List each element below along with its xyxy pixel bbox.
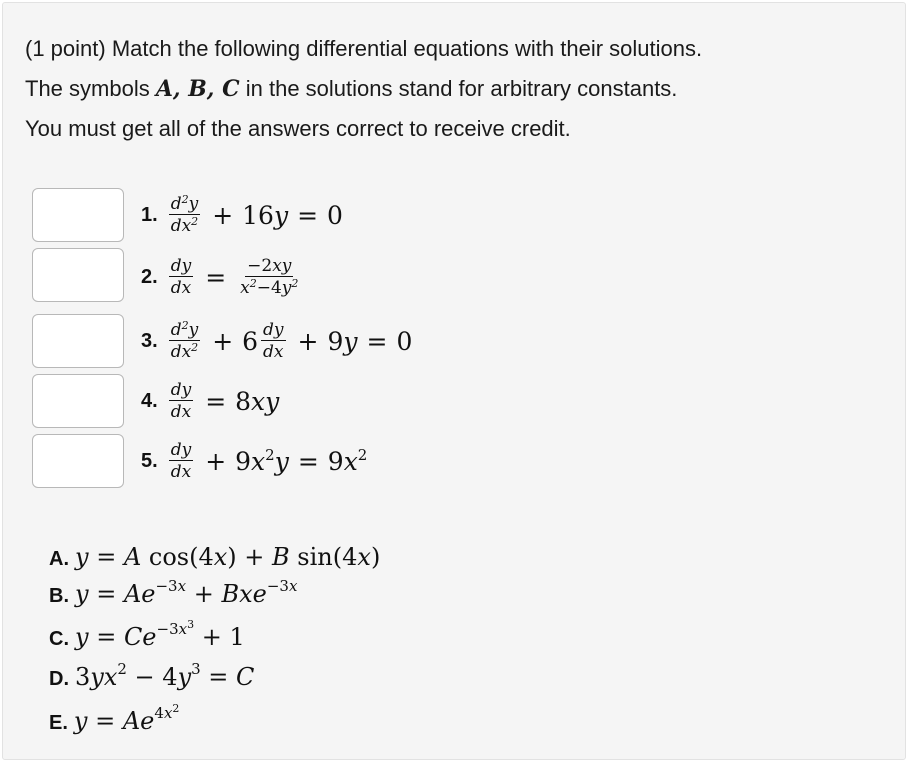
question-text [25,29,702,149]
equation-number: 3. [141,329,158,352]
solution-A: A. y = A cos(4x) + B sin(4x) [49,543,381,571]
solution-label: A. [49,548,69,570]
equation-number: 5. [141,449,158,472]
constant-symbols: A, B, C [155,76,240,102]
equation-3: 3. $\frac{d^2y}{dx^2}$ + 6 $\frac{dy}{dx}$ + 9y = 0 [141,319,413,362]
equation-number: 1. [141,203,158,226]
fraction: $\frac{d^2y}{dx^2}$ [170,193,199,236]
answer-input-5[interactable] [32,434,124,488]
equation-5: 5. $\frac{dy}{dx}$ + $9x^2y$ = $9x^2$ [141,440,368,482]
fraction: $\frac{dy}{dx}$ [170,256,192,298]
fraction: $\frac{dy}{dx}$ [170,440,192,482]
equation-4: 4. $\frac{dy}{dx}$ = 8xy [141,380,280,422]
answer-input-2[interactable] [32,248,124,302]
answer-input-1[interactable] [32,188,124,242]
fraction: $\frac{dy}{dx}$ [170,380,192,422]
fraction: $\frac{dy}{dx}$ [263,320,284,362]
question-line-1: (1 point) Match the following differential equations with their solutions. [25,36,703,61]
solution-label: E. [49,712,68,734]
fraction: $\frac{d^2y}{dx^2}$ [170,319,199,362]
answer-input-3[interactable] [32,314,124,368]
solution-C: C. $y = Ce^{-3x^3} + 1$ [49,618,245,651]
solution-label: D. [49,668,69,690]
fraction: $\frac{-2xy}{x^2-4y^2}$ [240,256,299,298]
question-line-3: You must get all of the answers correct to receive credit. [25,116,571,141]
equation-1: 1. $\frac{d^2y}{dx^2}$ + 16y = 0 [141,193,343,236]
question-panel [2,2,906,760]
solution-label: C. [49,628,69,650]
answer-input-4[interactable] [32,374,124,428]
equation-number: 4. [141,389,158,412]
solution-E: E. $y = Ae^{4x^2}$ [49,702,180,735]
question-line-2: The symbols A, B, C in the solutions stand for arbitrary constants. [25,76,678,102]
equation-number: 2. [141,265,158,288]
solution-D: D. $3yx^2 - 4y^3 = C$ [49,660,255,691]
solution-B: B. $y = Ae^{-3x} + Bxe^{-3x}$ [49,577,298,608]
equation-2: 2. $\frac{dy}{dx}$ = $\frac{-2xy}{x^2-4y^2}$ [141,256,299,298]
solution-label: B. [49,585,69,607]
